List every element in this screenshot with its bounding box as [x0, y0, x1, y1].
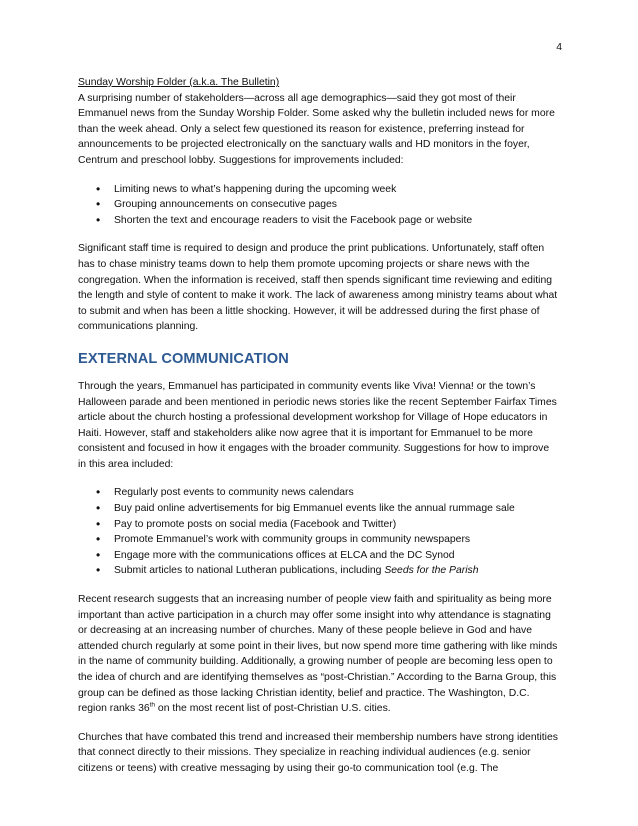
document-body [78, 75, 560, 777]
external-communication-heading: EXTERNAL COMMUNICATION [78, 350, 289, 367]
list-item: • Grouping announcements on consecutive pages [78, 197, 560, 213]
external-suggestion-list [78, 485, 560, 579]
list-item: • Promote Emmanuel’s work with community groups in community newspapers [78, 532, 560, 548]
bulletin-suggestion-list [78, 182, 560, 229]
list-item: • Shorten the text and encourage readers to visit the Facebook page or website [78, 213, 560, 229]
list-item: • Buy paid online advertisements for big Emmanuel events like the annual rummage sale [78, 501, 560, 517]
list-item: • Engage more with the communications offices at ELCA and the DC Synod [78, 548, 560, 564]
bulletin-heading: Sunday Worship Folder (a.k.a. The Bulletin) [78, 77, 280, 88]
list-item: • Pay to promote posts on social media (Facebook and Twitter) [78, 517, 560, 533]
rank-suffix: th [149, 701, 156, 709]
page-number: 4 [556, 42, 562, 53]
list-item-text: Submit articles to national Lutheran publications, including [114, 565, 385, 577]
staff-paragraph: Significant staff time is required to design and produce the print publications. Unfortunately, staff often has to chase ministry teams down to help them promote upcoming projects or share news with the congregation. When the information is received, staff then spends significant time reviewing and editing the length and style of content to make it work. The lack of awareness among ministry teams about what to submit and when has been a little shocking. However, it will be addressed during the first phase of communications planning. [78, 243, 558, 333]
churches-paragraph: Churches that have combated this trend and increased their membership numbers have strong identities that connect directly to their missions. They specialize in reaching individual audiences (e.g. senior citizens or teens) with creative messaging by using their go-to communication tool (e.g. The [78, 731, 558, 774]
external-intro: Through the years, Emmanuel has participated in community events like Viva! Vienna! or the town’s Halloween parade and been mentioned in periodic news stories like the recent September Fairfax Times article about the church hosting a professional development workshop for Village of Hope educators in Haiti. However, staff and stakeholders alike now agree that it is important for Emmanuel to be more consistent and focused in how it engages with the broader community. Suggestions for how to improve in this area included: [78, 380, 557, 470]
list-item: • Regularly post events to community news calendars [78, 485, 560, 501]
research-text: Recent research suggests that an increasing number of people view faith and spirituality as being more important than active participation in a church may offer some insight into why attendance is stagnating or decreasing at an increasing number of churches. Many of these people believe in God and have attended church regularly at some point in their lives, but now spend more time gathering with like minds in the name of community building. Additionally, a growing number of people are becoming less open to the idea of church and are identifying themselves as “post-Christian.” According to the Barna Group, this group can be defined as those lacking Christian identity, belief and practice. The Washington, D.C. region ranks 36 [78, 594, 558, 715]
list-item: • Limiting news to what’s happening during the upcoming week [78, 182, 560, 198]
research-text-end: on the most recent list of post-Christian U.S. cities. [155, 703, 391, 715]
publication-title: Seeds for the Parish [384, 565, 479, 577]
list-item [78, 563, 560, 579]
research-paragraph [78, 592, 560, 717]
bulletin-intro: A surprising number of stakeholders—across all age demographics—said they got most of their Emmanuel news from the Sunday Worship Folder. Some asked why the bulletin included news for more than the week ahead. Only a select few questioned its reason for existence, preferring instead for announcements to be projected electronically on the sanctuary walls and HD monitors in the foyer, Centrum and preschool lobby. Suggestions for improvements included: [78, 92, 555, 166]
